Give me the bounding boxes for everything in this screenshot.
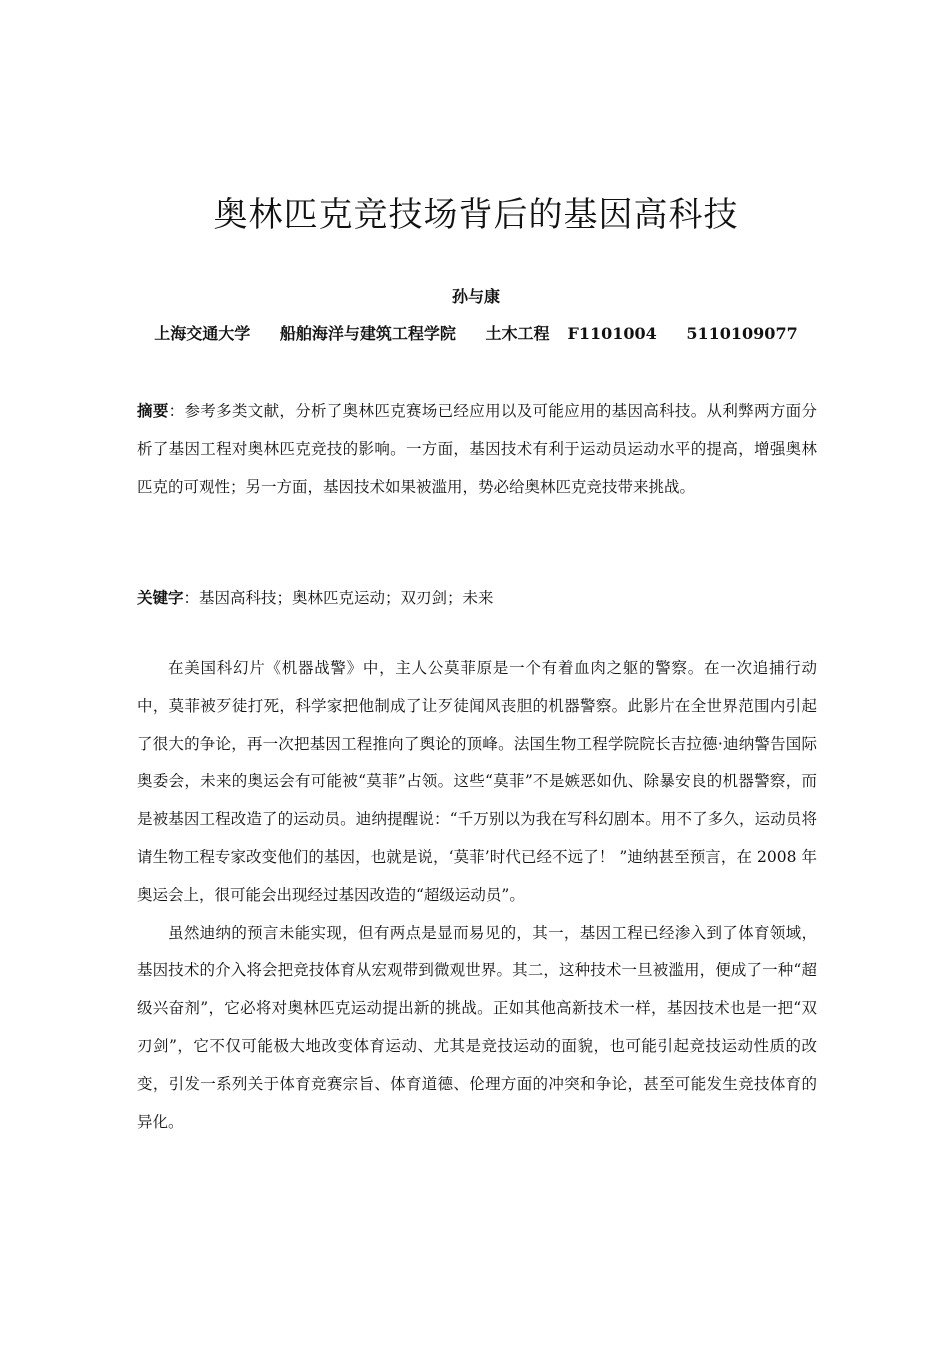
body-paragraph: 虽然迪纳的预言未能实现，但有两点是显而易见的，其一，基因工程已经渗入到了体育领域，基因技术的介入将会把竞技体育从宏观带到微观世界。其二，这种技术一旦被滥用，便成了一种“超级兴奋剂”，它必将对奥林匹克运动提出新的挑战。正如其他高新技术一样，基因技术也是一把“双刃剑”，它不仅可能极大地改变体育运动、尤其是竞技运动的面貌，也可能引起竞技运动性质的改变，引发一系列关于体育竞赛宗旨、体育道德、伦理方面的冲突和争论，甚至可能发生竞技体育的异化。 [137,923,817,1131]
author-name: 孙与康 [451,287,500,306]
abstract-label: 摘要 [137,401,169,420]
keywords-section [137,579,817,618]
body-text [137,650,817,1141]
affiliation-class-id: F1101004 [567,324,657,343]
affiliation-university: 上海交通大学 [154,324,251,343]
keywords-text: ：基因高科技；奥林匹克运动；双刃剑；未来 [183,589,494,607]
abstract-section [137,392,817,506]
author-affiliation [0,320,952,348]
affiliation-student-id: 5110109077 [686,324,798,343]
paper-title: 奥林匹克竞技场背后的基因高科技 [213,195,739,235]
abstract-text: ：参考多类文献，分析了奥林匹克赛场已经应用以及可能应用的基因高科技。从利弊两方面分析了基因工程对奥林匹克竞技的影响。一方面，基因技术有利于运动员运动水平的提高，增强奥林匹克的可观性；另一方面，基因技术如果被滥用，势必给奥林匹克竞技带来挑战。 [137,402,817,496]
affiliation-major: 土木工程 [485,324,550,343]
body-paragraph: 在美国科幻片《机器战警》中，主人公莫菲原是一个有着血肉之躯的警察。在一次追捕行动中，莫菲被歹徒打死，科学家把他制成了让歹徒闻风丧胆的机器警察。此影片在全世界范围内引起了很大的争论，再一次把基因工程推向了舆论的顶峰。法国生物工程学院院长吉拉德·迪纳警告国际奥委会，未来的奥运会有可能被“莫菲”占领。这些“莫菲”不是嫉恶如仇、除暴安良的机器警察，而是被基因工程改造了的运动员。迪纳提醒说：“千万别以为我在写科幻剧本。用不了多久，运动员将请生物工程专家改变他们的基因，也就是说，‘莫菲’时代已经不远了！ ”迪纳甚至预言，在 2008 年奥运会上，很可能会出现经过基因改造的“超级运动员”。 [137,659,817,904]
keywords-label: 关键字 [137,588,184,607]
affiliation-school: 船舶海洋与建筑工程学院 [279,324,456,343]
